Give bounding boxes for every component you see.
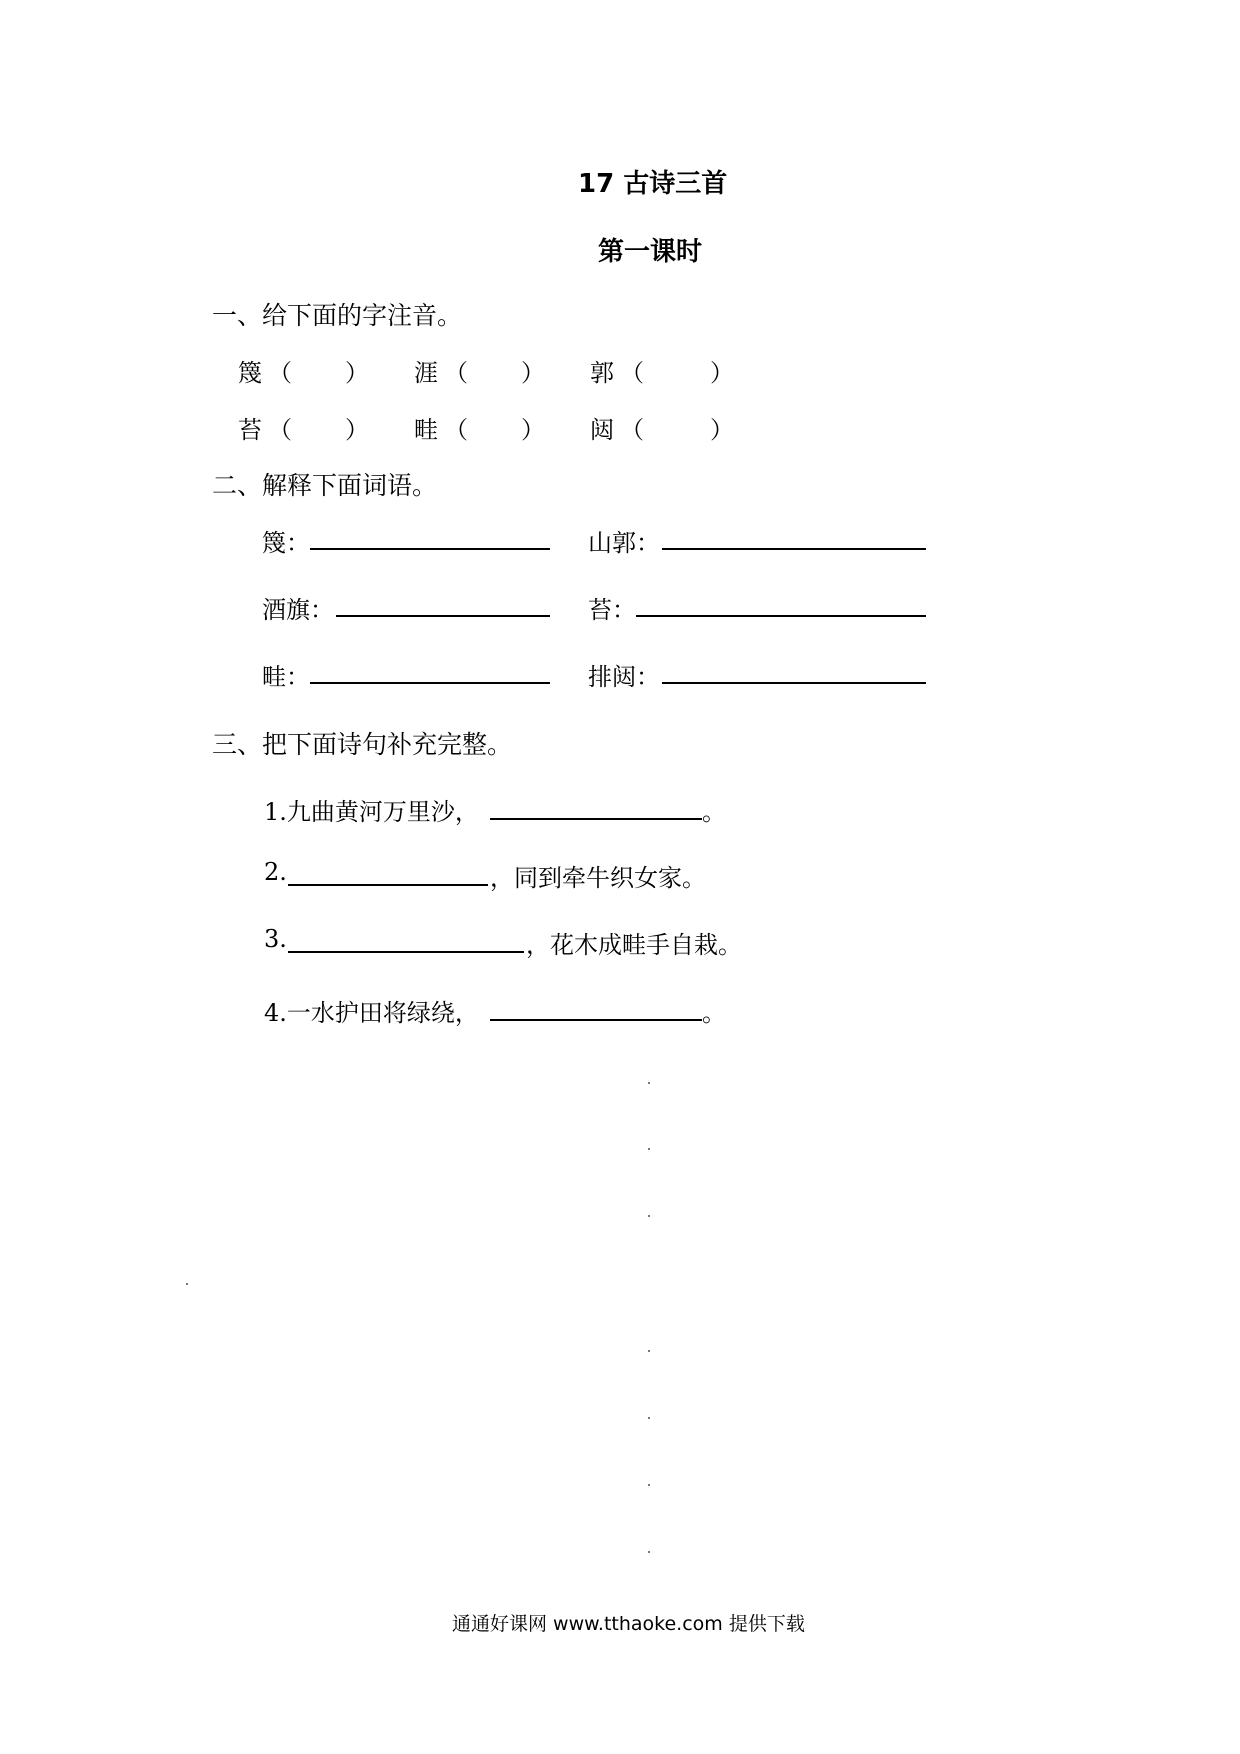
scan-speck [648,1551,650,1553]
section3-heading: 三、把下面诗句补充完整。 [212,730,513,759]
pinyin-char: 篾 [238,359,262,387]
section1-heading: 一、给下面的字注音。 [212,301,463,330]
term-label: 排闼： [588,663,660,691]
term-label: 酒旗： [262,596,334,624]
answer-line[interactable] [490,1019,702,1021]
close-paren: ） [710,416,734,444]
answer-line[interactable] [490,818,702,820]
poem-text: 。 [702,999,726,1027]
answer-line[interactable] [310,682,550,684]
close-paren: ） [521,359,545,387]
answer-line[interactable] [288,884,488,886]
section2-heading: 二、解释下面词语。 [212,471,438,500]
page-title: 17 古诗三首 [578,169,728,199]
close-paren: ） [710,359,734,387]
term-label: 山郭： [588,529,660,557]
pinyin-char: 畦 [414,416,438,444]
pinyin-char: 郭 [590,359,614,387]
term-label: 苔： [588,596,636,624]
open-paren: （ [268,416,292,444]
term-label: 畦： [262,663,310,691]
answer-line[interactable] [636,615,926,617]
close-paren: ） [521,416,545,444]
open-paren: （ [268,359,292,387]
pinyin-char: 闼 [590,416,614,444]
pinyin-char: 苔 [238,416,262,444]
scan-speck [648,1417,650,1419]
scan-speck [186,1283,188,1285]
answer-line[interactable] [662,548,926,550]
open-paren: （ [444,359,468,387]
close-paren: ） [345,359,369,387]
poem-text: 。 [702,798,726,826]
footer-text: 通通好课网 www.tthaoke.com 提供下载 [452,1613,805,1635]
scan-speck [648,1082,650,1084]
poem-text: 4.一水护田将绿绕， [264,999,479,1027]
scan-speck [648,1484,650,1486]
answer-line[interactable] [336,615,550,617]
open-paren: （ [620,416,644,444]
poem-text: ，同到牵牛织女家。 [490,864,706,892]
scan-speck [648,1350,650,1352]
answer-line[interactable] [310,548,550,550]
close-paren: ） [345,416,369,444]
open-paren: （ [444,416,468,444]
poem-text: 1.九曲黄河万里沙， [264,798,479,826]
scan-speck [648,1148,650,1150]
answer-line[interactable] [288,951,524,953]
poem-text: ，花木成畦手自栽。 [526,931,742,959]
poem-text: 2. [264,858,287,886]
page-subtitle: 第一课时 [598,237,703,267]
pinyin-char: 涯 [414,359,438,387]
answer-line[interactable] [662,682,926,684]
term-label: 篾： [262,529,310,557]
open-paren: （ [620,359,644,387]
scan-speck [648,1215,650,1217]
poem-text: 3. [264,925,287,953]
